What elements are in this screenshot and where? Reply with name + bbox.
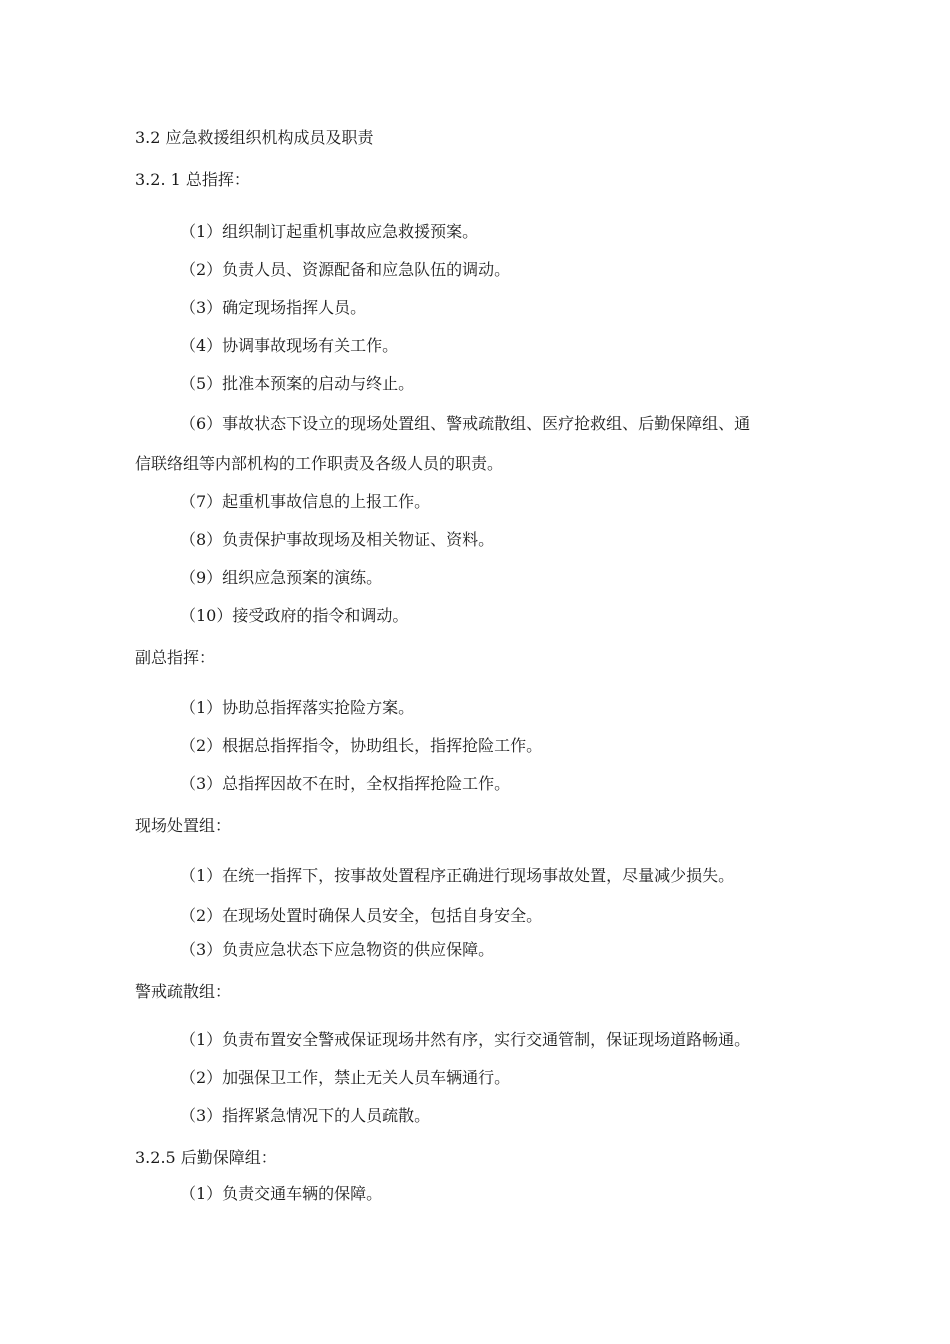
- commander-item-6: （6）事故状态下设立的现场处置组、警戒疏散组、医疗抢救组、后勤保障组、通: [180, 414, 751, 433]
- onsite-item-3: （3）负责应急状态下应急物资的供应保障。: [180, 940, 495, 959]
- section-heading-3-2: 3.2 应急救援组织机构成员及职责: [135, 128, 374, 147]
- deputy-item-3: （3）总指挥因故不在时，全权指挥抢险工作。: [180, 774, 511, 793]
- onsite-heading: 现场处置组：: [135, 816, 232, 835]
- logistics-item-1: （1）负责交通车辆的保障。: [180, 1184, 383, 1203]
- onsite-item-1: （1）在统一指挥下，按事故处置程序正确进行现场事故处置，尽量减少损失。: [180, 866, 735, 885]
- commander-item-2: （2）负责人员、资源配备和应急队伍的调动。: [180, 260, 511, 279]
- commander-item-9: （9）组织应急预案的演练。: [180, 568, 383, 587]
- deputy-item-2: （2）根据总指挥指令，协助组长，指挥抢险工作。: [180, 736, 543, 755]
- deputy-heading: 副总指挥：: [135, 648, 216, 667]
- security-heading: 警戒疏散组：: [135, 982, 232, 1001]
- commander-item-10: （10）接受政府的指令和调动。: [180, 606, 409, 625]
- onsite-item-2: （2）在现场处置时确保人员安全，包括自身安全。: [180, 906, 543, 925]
- logistics-heading: 3.2.5 后勤保障组：: [135, 1148, 277, 1167]
- commander-item-3: （3）确定现场指挥人员。: [180, 298, 367, 317]
- commander-item-6-cont: 信联络组等内部机构的工作职责及各级人员的职责。: [135, 454, 504, 473]
- security-item-3: （3）指挥紧急情况下的人员疏散。: [180, 1106, 431, 1125]
- commander-item-4: （4）协调事故现场有关工作。: [180, 336, 399, 355]
- section-heading-3-2-1: 3.2. 1 总指挥：: [135, 170, 250, 189]
- commander-item-7: （7）起重机事故信息的上报工作。: [180, 492, 431, 511]
- commander-item-1: （1）组织制订起重机事故应急救援预案。: [180, 222, 479, 241]
- security-item-2: （2）加强保卫工作，禁止无关人员车辆通行。: [180, 1068, 511, 1087]
- commander-item-5: （5）批准本预案的启动与终止。: [180, 374, 415, 393]
- commander-item-8: （8）负责保护事故现场及相关物证、资料。: [180, 530, 495, 549]
- deputy-item-1: （1）协助总指挥落实抢险方案。: [180, 698, 415, 717]
- security-item-1: （1）负责布置安全警戒保证现场井然有序，实行交通管制，保证现场道路畅通。: [180, 1030, 751, 1049]
